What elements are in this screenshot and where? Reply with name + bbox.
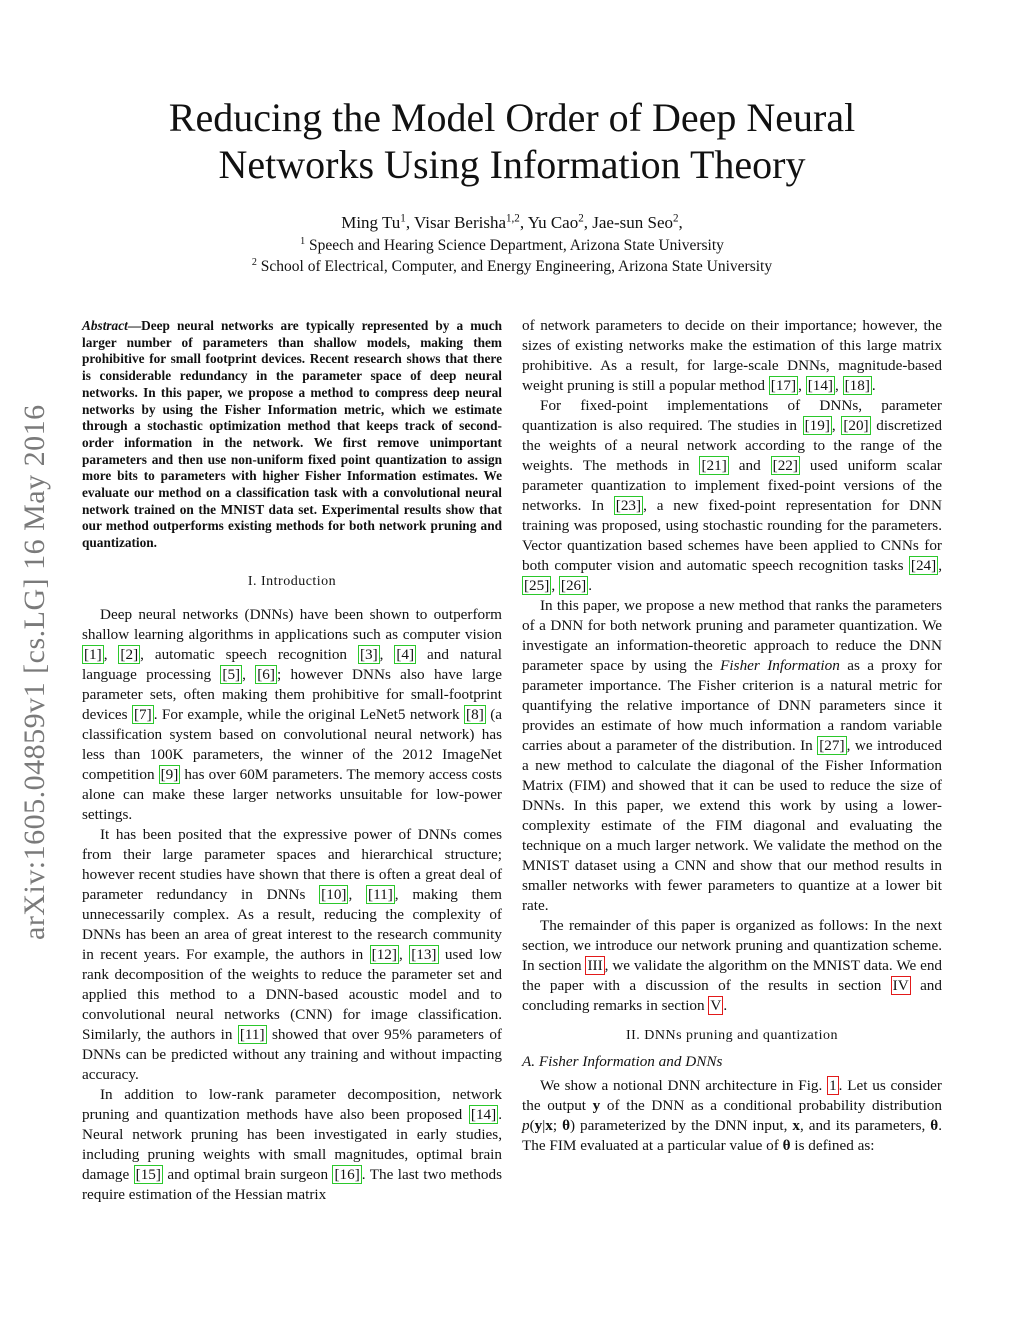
affiliation-mark: 1 — [300, 235, 306, 247]
author-list — [100, 212, 924, 234]
body-text: as a proxy for parameter importance. The Fisher criterion is a natural metric for quantifying the relative importance of DNN parameters since it provides an estimate of how much information a random variable carries about a parameter of the distribution. In — [522, 657, 942, 754]
body-text: . — [588, 577, 593, 594]
body-text: . Neural network pruning has been investigated in early studies, including pruning weights with small magnitudes, optimal brain damage — [82, 1105, 502, 1183]
body-text: has over 60M parameters. The memory access costs alone can make these larger networks unsuitable for low-power settings. — [82, 765, 502, 823]
author-separator: , — [405, 213, 415, 232]
author — [341, 213, 414, 232]
body-text: of network parameters to decide on their importance; however, the sizes of existing networks make the estimation of this large matrix prohibitive. As a result, for large-scale DNNs, magnitude-based weight pruning is still a popular method — [522, 317, 942, 394]
citation-link[interactable]: [16] — [334, 1165, 360, 1183]
right-column — [522, 316, 942, 1156]
introduction-continued — [522, 316, 942, 1016]
body-text: is defined as: — [790, 1137, 875, 1154]
body-text: and optimal brain surgeon — [162, 1165, 333, 1183]
body-text: , — [379, 645, 395, 663]
body-text: ( — [529, 1117, 535, 1134]
body-text: , — [938, 557, 942, 574]
body-text: , — [551, 577, 559, 594]
citation-link[interactable]: [25] — [524, 577, 550, 594]
body-text: (a classification system based on convolutional neural network) has less than 100K parameters, the winner of the 2012 ImageNet competition — [82, 705, 502, 783]
citation-link[interactable]: [6] — [257, 665, 275, 683]
citation-link[interactable]: [20] — [843, 417, 869, 434]
citation-link[interactable]: [15] — [135, 1165, 161, 1183]
citation-link[interactable]: [21] — [701, 457, 727, 474]
body-text: , — [831, 417, 842, 434]
cross-reference-link[interactable]: IV — [892, 977, 909, 994]
author-separator: , — [678, 213, 683, 232]
body-text: used low rank decomposition of the weights to reduce the parameter set and applied this method to a DNN-based acoustic model and to convolutional neural networks (CNN) for image classification. Similarly, the authors in — [82, 945, 502, 1043]
math-symbol: y — [592, 1097, 601, 1114]
paragraph — [82, 605, 502, 825]
author-name: Ming Tu — [341, 213, 401, 232]
body-text: , and its parameters, — [799, 1117, 931, 1134]
citation-link[interactable]: [18] — [844, 377, 870, 394]
body-text: , we validate the algorithm on the MNIST data. We end the paper with a discussion of the results in section — [522, 957, 943, 994]
author — [592, 213, 683, 232]
paragraph — [82, 1085, 502, 1205]
citation-link[interactable]: [26] — [560, 577, 587, 594]
citation-link[interactable]: [14] — [807, 377, 833, 394]
section-heading-dnn-pruning: II. DNNs pruning and quantization — [625, 1028, 839, 1043]
affiliation-text: School of Electrical, Computer, and Energy Engineering, Arizona State University — [256, 258, 773, 275]
affiliation-1 — [100, 236, 924, 256]
body-text: and natural language processing — [82, 645, 502, 683]
left-column — [82, 318, 502, 1205]
title-line-1: Reducing the Model Order of Deep Neural — [168, 95, 856, 140]
body-text: , — [103, 645, 119, 663]
body-text: | — [542, 1117, 546, 1134]
paragraph — [522, 916, 942, 1016]
citation-link[interactable]: [2] — [120, 645, 139, 663]
citation-link[interactable]: [9] — [160, 765, 179, 783]
citation-link[interactable]: [3] — [359, 645, 378, 663]
author-separator: , — [583, 213, 593, 232]
body-text: , — [398, 945, 410, 963]
math-symbol: y — [534, 1117, 543, 1134]
body-text: , — [242, 665, 256, 683]
section-heading-introduction: I. Introduction — [247, 573, 337, 589]
citation-link[interactable]: [14] — [470, 1105, 497, 1123]
citation-link[interactable]: [8] — [466, 705, 484, 723]
affiliation-mark: 2 — [251, 256, 257, 268]
paragraph — [522, 316, 942, 396]
math-symbol: θ — [930, 1117, 939, 1134]
paragraph — [522, 396, 942, 596]
body-text: . — [723, 997, 728, 1014]
body-text: , making them unnecessarily complex. As a result, reducing the complexity of DNNs has been an area of great interest to the research community in recent years. For example, the authors in — [82, 885, 502, 963]
cross-reference-link[interactable]: V — [710, 997, 722, 1014]
fisher-paragraph — [522, 1076, 942, 1156]
math-symbol: x — [545, 1117, 553, 1134]
author — [414, 213, 528, 232]
body-text: and — [728, 457, 771, 474]
citation-link[interactable]: [24] — [910, 557, 937, 574]
citation-link[interactable]: [19] — [804, 417, 830, 434]
citation-link[interactable]: [4] — [396, 645, 415, 663]
citation-link[interactable]: [13] — [411, 945, 437, 963]
citation-link[interactable]: [7] — [133, 705, 152, 723]
affiliation-text: Speech and Hearing Science Department, Arizona State University — [305, 237, 724, 254]
math-symbol: x — [792, 1117, 800, 1134]
citation-link[interactable]: [5] — [222, 665, 241, 683]
citation-link[interactable]: [27] — [819, 737, 845, 754]
body-text: of the DNN as a conditional probability distribution — [600, 1097, 942, 1114]
author — [528, 213, 593, 232]
body-text: , automatic speech recognition — [140, 645, 358, 663]
body-text: , — [835, 377, 843, 394]
body-text: ; — [552, 1117, 563, 1134]
body-text: The remainder of this paper is organized as follows: In the next section, we introduce our network pruning and quantization scheme. In section — [522, 917, 942, 974]
math-symbol: θ — [562, 1117, 570, 1134]
body-text: , a new fixed-point representation for DNN training was proposed, using stochastic rounding for the parameters. Vector quantization based schemes have been applied to CNNs for both computer vision and automatic speech recognition tasks — [522, 497, 942, 574]
body-text: . For example, while the original LeNet5 network — [153, 705, 465, 723]
subsection-heading-fisher: A. Fisher Information and DNNs — [522, 1053, 723, 1070]
body-text: For fixed-point implementations of DNNs, parameter quantization is also required. The studies in — [522, 397, 942, 434]
author-affiliation-mark: 2 — [673, 212, 679, 225]
body-text: discretized the weights of a neural network according to the range of the weights. The methods in — [522, 417, 943, 474]
citation-link[interactable]: [11] — [239, 1025, 265, 1043]
author-affiliation-mark: 1 — [400, 212, 406, 225]
author-name: Jae-sun Seo — [592, 213, 673, 232]
citation-link[interactable]: [12] — [371, 945, 397, 963]
abstract-text: —Deep neural networks are typically represented by a much larger number of parameters than shallow models, making them prohibitive for small footprint devices. Recent research shows that there is considerable redundancy in the parameter space of deep neural networks. In this paper, we propose a method to compress deep neural networks by using the Fisher Information metric, which we estimate through a stochastic optimization method that keeps track of second-order information in the network. We first remove unimportant parameters and then use non-uniform fixed point quantization to assign more bits to parameters with higher Fisher Information estimates. We evaluate our method on a classification task with a convolutional neural network trained on the MNIST data set. Experimental results show that our method outperforms existing methods for both network pruning and quantization. — [82, 318, 502, 551]
cross-reference-link[interactable]: 1 — [829, 1077, 837, 1094]
citation-link[interactable]: [22] — [772, 457, 798, 474]
body-text: It has been posited that the expressive power of DNNs comes from their large parameter spaces and hierarchical structure; however recent studies have shown that there is often a great deal of parameter redundancy in DNNs — [82, 825, 502, 903]
citation-link[interactable]: [1] — [84, 645, 102, 663]
body-text: In this paper, we propose a new method that ranks the parameters of a DNN for both network pruning and parameter quantization. We investigate an information-theoretic approach to reduce the DNN parameter space by using the — [522, 597, 942, 674]
body-text: . Let us consider the output — [522, 1077, 942, 1114]
italic-text: Fisher Information — [720, 657, 840, 674]
cross-reference-link[interactable]: III — [587, 957, 603, 974]
body-text: used uniform scalar parameter quantization to implement fixed-point versions of the networks. In — [522, 457, 942, 514]
math-symbol: θ — [782, 1137, 791, 1154]
abstract-label: Abstract — [82, 318, 128, 333]
abstract — [82, 318, 502, 552]
body-text: . The last two methods require estimation of the Hessian matrix — [82, 1165, 502, 1203]
body-text: We show a notional DNN architecture in Fig. — [540, 1077, 828, 1094]
body-text: In addition to low-rank parameter decomposition, network pruning and quantization methods have also been proposed — [82, 1085, 502, 1123]
author-name: Visar Berisha — [414, 213, 507, 232]
arxiv-identifier: arXiv:1605.04859v1 [cs.LG] 16 May 2016 — [18, 404, 51, 940]
body-text: showed that over 95% parameters of DNNs can be predicted without any training and without impacting accuracy. — [82, 1025, 502, 1083]
citation-link[interactable]: [10] — [321, 885, 347, 903]
author-name: Yu Cao — [527, 213, 579, 232]
italic-text: p — [522, 1117, 530, 1134]
body-text: , — [798, 377, 806, 394]
body-text: ) parameterized by the DNN input, — [570, 1117, 793, 1134]
introduction-body — [82, 605, 502, 1205]
citation-link[interactable]: [17] — [770, 377, 797, 394]
body-text: . The FIM evaluated at a particular value of — [522, 1117, 942, 1154]
paragraph — [82, 825, 502, 1085]
affiliation-2 — [100, 257, 924, 277]
author-affiliation-mark: 2 — [578, 212, 584, 225]
body-text: and concluding remarks in section — [522, 977, 942, 1014]
body-text: , we introduced a new method to calculate the diagonal of the Fisher Information Matrix (FIM) and showed that it can be used to reduce the size of DNNs. In this paper, we extend this work by using a lower-complexity estimate of the FIM diagonal and evaluating the technique on a much larger network. We validate the method on the MNIST dataset using a CNN and show that our method results in smaller networks with fewer parameters to quantize at a lower bit rate. — [522, 737, 942, 914]
citation-link[interactable]: [11] — [368, 885, 393, 903]
paragraph — [522, 596, 942, 916]
author-separator: , — [519, 213, 528, 232]
body-text: , — [348, 885, 367, 903]
paper-title — [100, 94, 924, 188]
title-line-2: Networks Using Information Theory — [218, 142, 806, 187]
citation-link[interactable]: [23] — [615, 497, 642, 514]
author-affiliation-mark: 1,2 — [506, 212, 520, 225]
body-text: Deep neural networks (DNNs) have been shown to outperform shallow learning algorithms in applications such as computer vision — [82, 605, 502, 643]
body-text: . — [871, 377, 876, 394]
body-text: ; however DNNs also have large parameter sets, often making them prohibitive for small-footprint devices — [82, 665, 502, 723]
